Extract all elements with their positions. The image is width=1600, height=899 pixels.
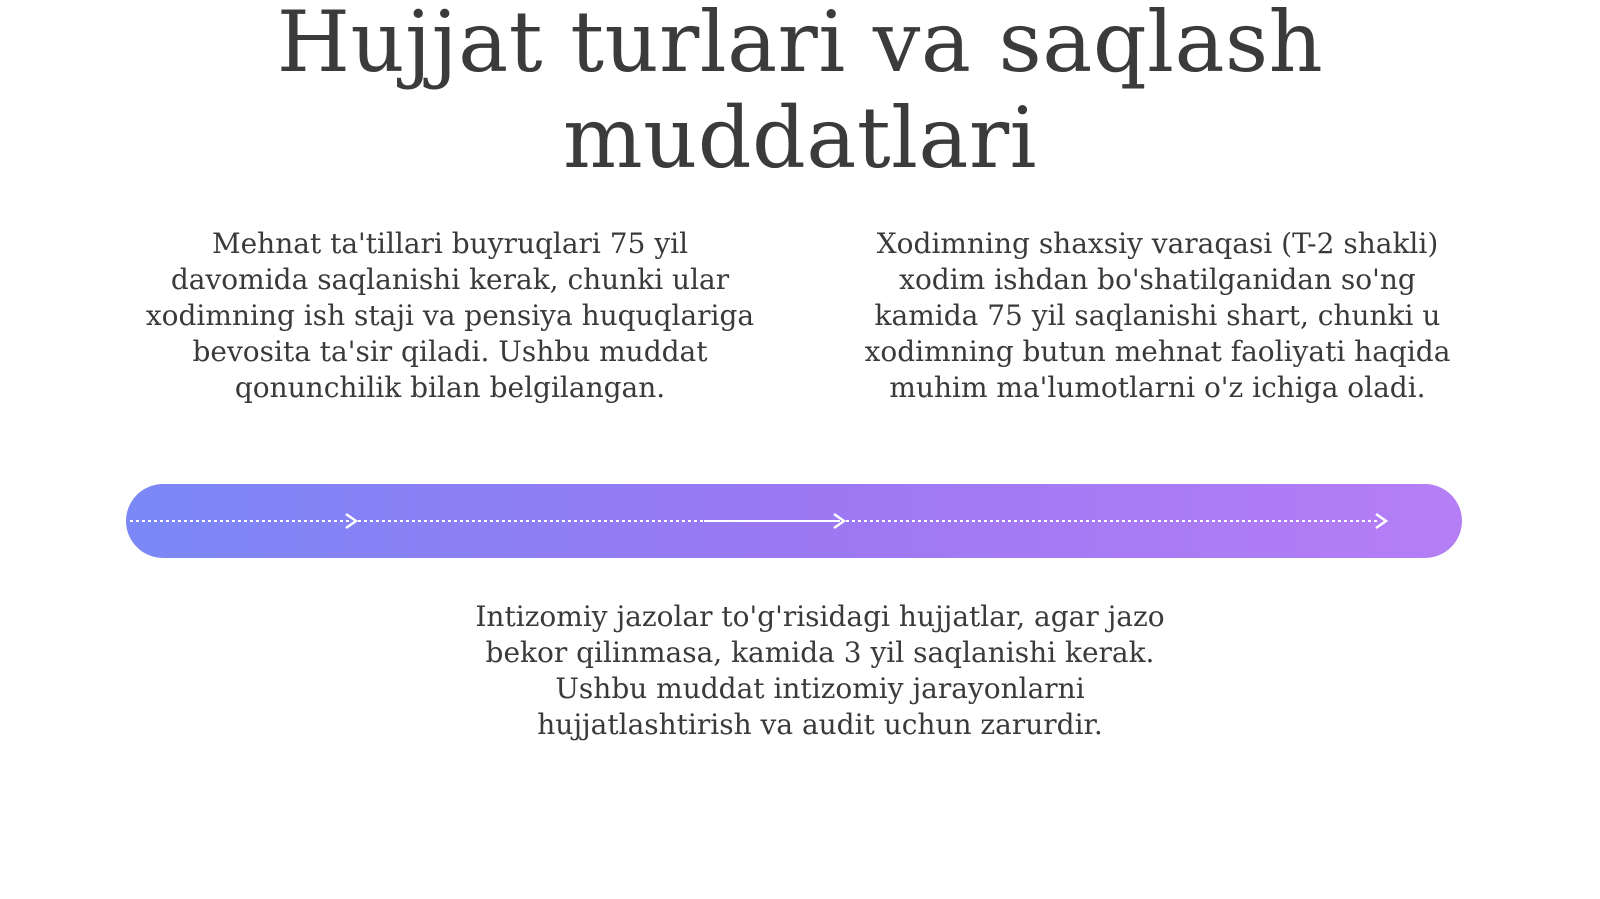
timeline-graphic: [126, 484, 1462, 558]
text-block-leave-orders: Mehnat ta'tillari buyruqlari 75 yil davomida saqlanishi kerak, chunki ular xodimning ish staji va pensiya huquqlariga bevosita ta'sir qiladi. Ushbu muddat qonunchilik bilan belgilangan.: [145, 227, 755, 404]
text-block-disciplinary: Intizomiy jazolar to'g'risidagi hujjatlar, agar jazo bekor qilinmasa, kamida 3 yil saqlanishi kerak. Ushbu muddat intizomiy jarayonlarni hujjatlashtirish va audit uchun zarurdir.: [475, 600, 1165, 741]
text-block-personal-card: Xodimning shaxsiy varaqasi (T-2 shakli) xodim ishdan bo'shatilganidan so'ng kamida 75 yil saqlanishi shart, chunki u xodimning butun mehnat faoliyati haqida muhim ma'lumotlarni o'z ichiga oladi.: [864, 227, 1451, 404]
slide-title: Hujjat turlari va saqlash muddatlari: [276, 0, 1324, 187]
timeline-bar: [126, 484, 1462, 558]
